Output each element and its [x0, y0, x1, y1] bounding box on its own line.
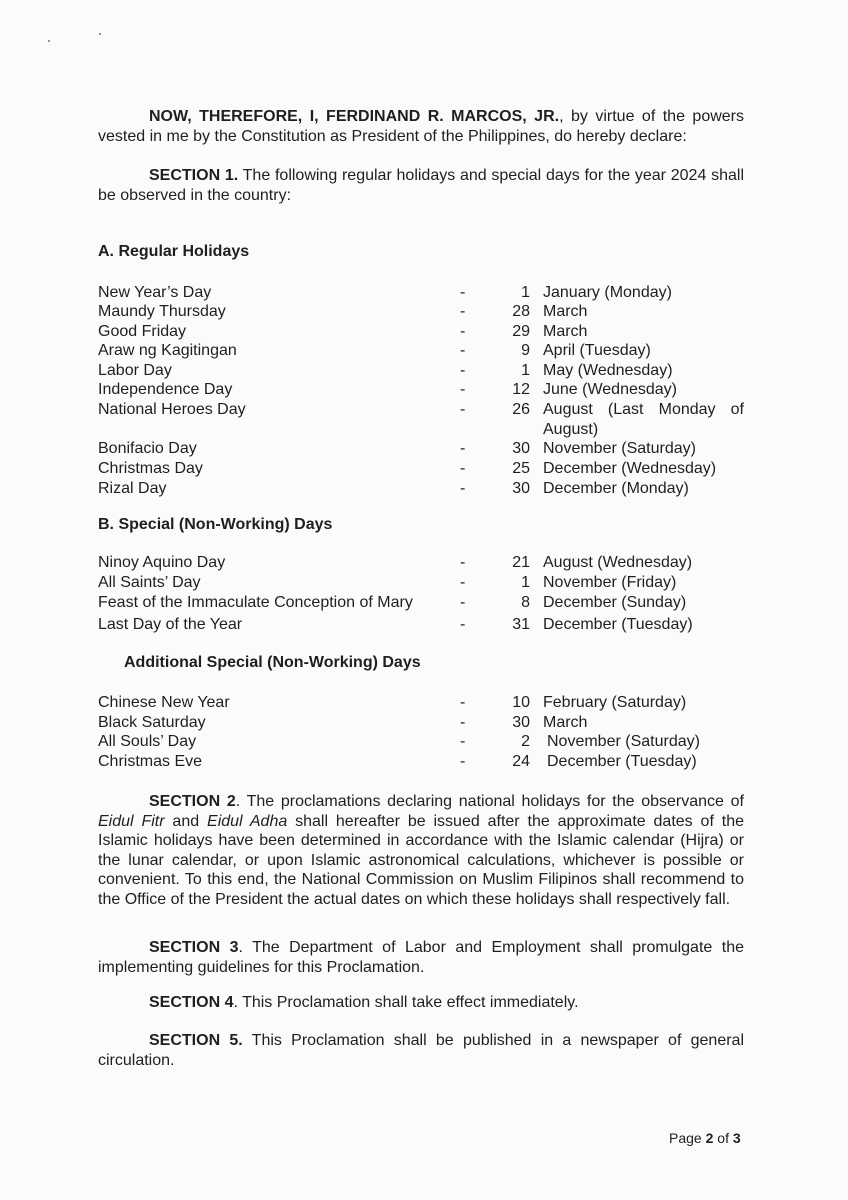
- table-row: [98, 732, 758, 752]
- holiday-name: Rizal Day: [98, 480, 167, 497]
- holiday-name: All Souls’ Day: [98, 733, 197, 750]
- table-row: [98, 302, 758, 322]
- table-row: [98, 693, 758, 713]
- section-5-text: This Proclamation shall be published in a newspaper of general circulation.: [98, 1032, 745, 1069]
- page-of: of: [713, 1130, 733, 1146]
- holiday-day: 24: [512, 753, 530, 770]
- section-2-text: and: [164, 812, 208, 830]
- holiday-day: 1: [521, 574, 530, 591]
- holiday-day: 12: [512, 381, 530, 398]
- table-row: [98, 593, 758, 613]
- holiday-name: Christmas Day: [98, 460, 203, 477]
- row-dash: -: [460, 594, 466, 611]
- row-dash: -: [460, 694, 466, 711]
- row-dash: -: [460, 714, 466, 731]
- section-4-text: . This Proclamation shall take effect immediately.: [233, 994, 579, 1011]
- page-word: Page: [669, 1130, 706, 1146]
- section-5-label: SECTION 5.: [149, 1032, 243, 1049]
- holiday-date: March: [543, 714, 588, 731]
- holiday-name: Christmas Eve: [98, 753, 203, 770]
- total-pages: 3: [732, 1130, 741, 1146]
- preamble-lead: NOW, THEREFORE, I, FERDINAND R. MARCOS, JR.: [149, 108, 560, 125]
- section-2-emphasis: Eidul Fitr: [98, 812, 165, 830]
- section-4-paragraph: [98, 993, 744, 1013]
- preamble-paragraph: [98, 107, 744, 146]
- table-row: [98, 479, 758, 499]
- section-2-emphasis: Eidul Adha: [207, 812, 288, 830]
- table-row: [98, 341, 758, 361]
- section-2-paragraph: [98, 792, 744, 909]
- section-3-paragraph: [98, 938, 744, 977]
- holiday-date: August (Wednesday): [543, 554, 693, 571]
- row-dash: -: [460, 616, 466, 633]
- holiday-day: 30: [512, 480, 530, 497]
- table-row: [98, 380, 758, 400]
- section-1-label: SECTION 1.: [149, 167, 239, 184]
- section-2-text: shall hereafter be issued after the approximate dates of the Islamic holidays have been determined in accordance with the Islamic calendar (Hijra) or the lunar calendar, or upon Islamic astronomical calculations, whichever is possible or convenient. To this end, the National Commission on Muslim Filipinos shall recommend to the Office of the President the actual dates on which these holidays shall respectively fall.: [98, 812, 745, 908]
- scan-speck: [99, 33, 101, 35]
- holiday-date: March: [543, 323, 588, 340]
- holiday-date: January (Monday): [543, 284, 672, 301]
- table-row: [98, 573, 758, 593]
- special-days-heading: B. Special (Non-Working) Days: [98, 516, 333, 533]
- holiday-name: Last Day of the Year: [98, 616, 243, 633]
- holiday-day: 26: [512, 401, 530, 418]
- section-1-text: The following regular holidays and special days for the year 2024 shall be observed in the country:: [98, 167, 744, 204]
- row-dash: -: [460, 554, 466, 571]
- row-dash: -: [460, 381, 466, 398]
- holiday-date: August (Last Monday of August): [543, 401, 744, 438]
- holiday-date: December (Tuesday): [547, 753, 697, 770]
- holiday-day: 30: [512, 440, 530, 457]
- holiday-name: National Heroes Day: [98, 401, 246, 418]
- holiday-date: April (Tuesday): [543, 342, 651, 359]
- table-row: [98, 283, 758, 303]
- page-number: [669, 1130, 741, 1146]
- holiday-name: Chinese New Year: [98, 694, 230, 711]
- holiday-name: Good Friday: [98, 323, 187, 340]
- holiday-day: 2: [521, 733, 530, 750]
- holiday-name: All Saints’ Day: [98, 574, 201, 591]
- holiday-date: November (Saturday): [547, 733, 700, 750]
- holiday-day: 31: [512, 616, 530, 633]
- holiday-day: 29: [512, 323, 530, 340]
- holiday-day: 1: [521, 284, 530, 301]
- section-3-text: . The Department of Labor and Employment shall promulgate the implementing guidelines for this Proclamation.: [98, 939, 745, 976]
- table-row: [98, 553, 758, 573]
- row-dash: -: [460, 753, 466, 770]
- holiday-day: 10: [512, 694, 530, 711]
- table-row: [98, 459, 758, 479]
- table-row: [98, 752, 758, 772]
- preamble-text: , by virtue of the powers vested in me by the Constitution as President of the Philippines, do hereby declare:: [98, 108, 745, 145]
- holiday-name: Black Saturday: [98, 714, 206, 731]
- holiday-name: Labor Day: [98, 362, 172, 379]
- holiday-name: New Year’s Day: [98, 284, 212, 301]
- section-1-paragraph: [98, 166, 744, 205]
- row-dash: -: [460, 480, 466, 497]
- holiday-name: Maundy Thursday: [98, 303, 226, 320]
- table-row: [98, 713, 758, 733]
- holiday-day: 8: [521, 594, 530, 611]
- table-row: [98, 439, 758, 459]
- holiday-day: 9: [521, 342, 530, 359]
- section-3-label: SECTION 3: [149, 939, 239, 956]
- row-dash: -: [460, 440, 466, 457]
- additional-days-heading: Additional Special (Non-Working) Days: [124, 654, 421, 671]
- holiday-date: November (Saturday): [543, 440, 696, 457]
- holiday-name: Ninoy Aquino Day: [98, 554, 226, 571]
- row-dash: -: [460, 574, 466, 591]
- section-4-label: SECTION 4: [149, 994, 234, 1011]
- holiday-name: Feast of the Immaculate Conception of Mary: [98, 594, 413, 611]
- regular-holidays-heading: A. Regular Holidays: [98, 243, 250, 260]
- table-row: [98, 361, 758, 381]
- holiday-date: May (Wednesday): [543, 362, 673, 379]
- holiday-day: 30: [512, 714, 530, 731]
- holiday-day: 25: [512, 460, 530, 477]
- table-row: [98, 322, 758, 342]
- holiday-name: Independence Day: [98, 381, 233, 398]
- holiday-day: 1: [521, 362, 530, 379]
- row-dash: -: [460, 401, 466, 418]
- section-5-paragraph: [98, 1031, 744, 1070]
- holiday-name: Araw ng Kagitingan: [98, 342, 237, 359]
- scan-speck: [48, 40, 50, 42]
- holiday-date: June (Wednesday): [543, 381, 677, 398]
- row-dash: -: [460, 303, 466, 320]
- holiday-date: December (Sunday): [543, 594, 687, 611]
- holiday-name: Bonifacio Day: [98, 440, 197, 457]
- current-page: 2: [705, 1130, 714, 1146]
- row-dash: -: [460, 323, 466, 340]
- holiday-date: March: [543, 303, 588, 320]
- holiday-date: December (Monday): [543, 480, 689, 497]
- holiday-date: December (Tuesday): [543, 616, 693, 633]
- table-row: [98, 615, 758, 635]
- holiday-date: February (Saturday): [543, 694, 687, 711]
- row-dash: -: [460, 733, 466, 750]
- table-row: [98, 400, 758, 440]
- section-2-text: . The proclamations declaring national holidays for the observance of: [235, 793, 744, 810]
- row-dash: -: [460, 362, 466, 379]
- holiday-day: 21: [512, 554, 530, 571]
- holiday-date: December (Wednesday): [543, 460, 717, 477]
- section-2-label: SECTION 2: [149, 793, 236, 810]
- row-dash: -: [460, 342, 466, 359]
- row-dash: -: [460, 284, 466, 301]
- holiday-day: 28: [512, 303, 530, 320]
- holiday-date: November (Friday): [543, 574, 677, 591]
- row-dash: -: [460, 460, 466, 477]
